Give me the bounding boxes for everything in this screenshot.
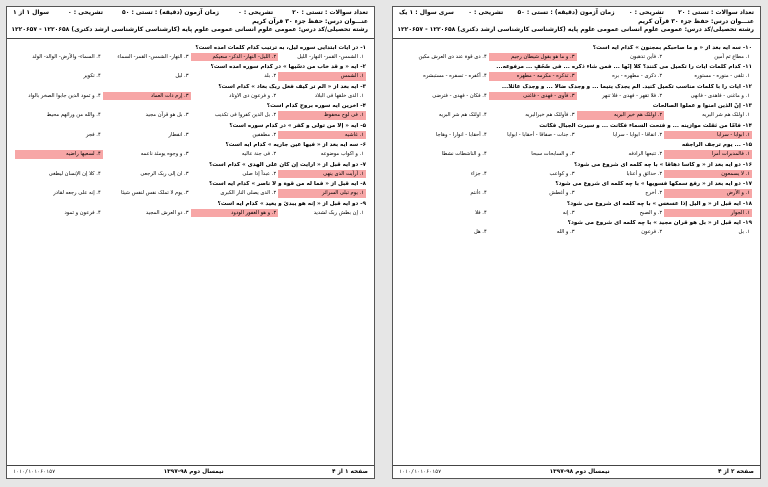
answer-option[interactable]: ۱. و اکواب موضوعه <box>320 151 364 157</box>
answer-option[interactable]: ۱. اولئک هم شر البریه <box>702 112 750 118</box>
answer-option[interactable]: ۲. فرعون <box>641 229 663 235</box>
options-row <box>401 209 752 218</box>
answer-option[interactable]: ۱. بل <box>738 229 750 235</box>
selected-answer-option[interactable]: ۱. لا یسمعون <box>664 170 752 179</box>
question-text <box>401 142 752 149</box>
question-text <box>15 84 366 91</box>
semester: نیمسال دوم ۹۸-۱۳۹۷ <box>163 469 224 475</box>
options-row <box>15 72 366 81</box>
answer-option[interactable]: ۱. و ماغنی - فاهدی - فانهی <box>690 92 750 99</box>
question-text <box>15 64 366 71</box>
question-body: - آیات را با کلمات مناسب تکمیل کنید. ألم یجدک یتیماً ... و وجدک ضالاً ... و وجدک عائلاً... <box>501 83 746 90</box>
answer-option[interactable]: ۲. بلد <box>264 73 277 79</box>
answer-option[interactable]: ۱. مطاع ثم أمین <box>714 53 750 60</box>
options-row <box>15 92 366 101</box>
semester: نیمسال دوم ۹۸-۱۳۹۷ <box>549 469 610 475</box>
answer-option[interactable]: ۴. اولئک هم شر البریه <box>438 112 487 118</box>
header-field: تشریحی : ۰ <box>468 9 504 16</box>
selected-answer-option[interactable]: ۱. الجوار <box>664 209 752 218</box>
question-body: - ... یوم ترجف الراجفه <box>681 142 746 148</box>
question-text <box>15 123 366 130</box>
exam-page-1 <box>6 6 375 479</box>
question-text <box>401 103 752 110</box>
question-text <box>401 220 752 227</box>
answer-option[interactable]: ۳. بل هو قرآن مجید <box>145 112 189 118</box>
answer-option[interactable]: ۴. ذی قوة عند ذی العرش مکین <box>418 53 487 60</box>
answer-option[interactable]: ۲. فأین تذهبون <box>630 53 663 60</box>
question-body: - دو آیه بعد از « رفع سمکها فسویها » با چه کلمه ای شروع می شود؟ <box>555 181 746 187</box>
selected-answer-option[interactable]: ۳. تذکره - مکرمه - مطهره <box>489 72 577 81</box>
question-text <box>401 201 752 208</box>
question-number: ۱۸ <box>745 200 752 207</box>
selected-answer-option[interactable]: ۱. یوم تبلی السرائر <box>278 189 366 198</box>
options-row <box>15 170 366 179</box>
answer-option[interactable]: ۱. الذی خلقها فی البلاد <box>314 92 364 99</box>
header-field: عنـــوان درس: حفظ جزء ۳۰ قرآن کریم <box>638 17 754 25</box>
options-row <box>401 170 752 179</box>
question-number: ۱۳ <box>745 103 752 109</box>
answer-option[interactable]: ۴. تکویر <box>83 73 101 79</box>
question-list <box>7 39 374 218</box>
answer-option[interactable]: ۳. إنه <box>562 209 575 216</box>
question-number: ۱۰ <box>745 44 752 51</box>
answer-option[interactable]: ۴. فجر <box>85 131 101 138</box>
answer-option[interactable]: ۲. الذی یصلی النار الکبری <box>220 190 277 196</box>
answer-option[interactable]: ۲. حدائق و أعنابا <box>626 170 663 177</box>
question-body: - فأمّا من ثقلت موازینه ... و فتحت السماء فکانت ... و سیرت الجبال فکانت <box>539 122 746 129</box>
exam-header <box>7 7 374 39</box>
header-row-r1 <box>13 9 368 18</box>
header-field: تشریحی : ۰ <box>628 9 664 16</box>
question-text <box>401 181 752 188</box>
answer-option[interactable]: ۱. إن بطش ربک لشدید <box>313 209 364 216</box>
selected-answer-option[interactable]: ۳. إرم ذات العماد <box>103 92 191 101</box>
question-number: ۶ <box>362 142 366 148</box>
question-body: - دو آیه قبل از « أرأیت إن کان علی الهدی » کدام است؟ <box>209 161 363 168</box>
question-body: - کدام کلمات آیات را تکمیل می کنند؟ کلّا إنّها ... فمن شاء ذکره ... فی صُحُفٍ ... مرفوعه... <box>496 64 746 70</box>
question-number: ۱۵ <box>745 142 752 148</box>
options-row <box>401 53 752 62</box>
question-number: ۱ <box>362 44 366 51</box>
answer-option[interactable]: ۴. فرعون و ثمود <box>64 209 101 216</box>
answer-option[interactable]: ۳. و أغطش <box>549 190 575 196</box>
question-body: - سه آیه بعد از « و ما صاحبکم بمجنون » کدام آیه است؟ <box>592 44 746 51</box>
answer-option[interactable]: ۲. و فرعون ذی الاوتاد <box>229 92 277 99</box>
page-number: صفحه ۲ از ۴ <box>718 469 754 475</box>
question-number: ۱۲ <box>745 83 752 90</box>
header-field: سوال ۱ از ۱ <box>13 9 50 16</box>
selected-answer-option[interactable]: ۳. و ما هو بقول شیطان رجیم <box>489 53 577 62</box>
question-number: ۹ <box>362 200 366 207</box>
options-row <box>15 131 366 140</box>
answer-option[interactable]: ۳. و الله <box>556 229 575 235</box>
answer-option[interactable]: ۳. ان إلی ربک الرجعی <box>140 170 189 177</box>
header-field: رشته تحصیلی/کد درس: عمومی علوم انسانی عمومی علوم پایه (کارشناسی کارشناسی ارشد دکتری) ۱۲۲۰۶۵۸ - ۱۲۲۰۶۵۷ <box>11 26 368 33</box>
answer-option[interactable]: ۴. و ثمود الذین جابوا الصخر بالواد <box>28 92 101 99</box>
exam-footer <box>7 465 374 478</box>
answer-option[interactable]: ۴. والله من ورائهم محیط <box>46 112 101 118</box>
selected-answer-option[interactable]: ۳. فآوی - فهدی - فاغنی <box>489 92 577 101</box>
answer-option[interactable]: ۳. یوم لا تملک نفس لنفس شیئا <box>120 190 189 196</box>
selected-answer-option[interactable]: ۱. أرأیت الذی ینهی <box>278 170 366 179</box>
answer-option[interactable]: ۲. أخرج <box>645 190 663 196</box>
header-field: تشریحی : ۰ <box>68 9 104 16</box>
options-row <box>15 53 366 62</box>
answer-option[interactable]: ۱. الشمس- القمر- النهار- اللیل <box>297 53 364 60</box>
options-row <box>15 150 366 159</box>
selected-answer-option[interactable]: ۱. و الأرض <box>664 189 752 198</box>
answer-option[interactable]: ۴. فکان - فهدی - فترضی <box>432 92 487 99</box>
question-body: - آیه قبل از « بل هو قرآن مجید » با چه کلمه ای شروع می شود؟ <box>567 220 746 226</box>
question-body: - إنّ الذین امنوا و عملوا الصالحات <box>652 103 746 109</box>
answer-option[interactable]: ۳. النهار- الشمس- القمر- السماء <box>117 53 189 60</box>
options-row <box>15 209 366 218</box>
question-body: - سه آیه بعد از « فیها عین جاریه » کدام آیه است؟ <box>225 142 363 148</box>
header-field: زمان آزمون (دقیقه) : تستی : ۵۰ <box>517 9 615 16</box>
answer-option[interactable]: ۲. فی جنة عالیه <box>241 151 277 157</box>
question-number: ۱۱ <box>745 64 752 70</box>
question-body: - آیه قبل از « و الیل إذا عسعس » با چه کلمه ای شروع می شود؟ <box>567 200 746 207</box>
header-field: زمان آزمون (دقیقه) : تستی : ۵۰ <box>122 9 220 16</box>
question-number: ۴ <box>362 103 366 109</box>
header-field: رشته تحصیلی/کد درس: عمومی علوم انسانی عمومی علوم پایه (کارشناسی کارشناسی ارشد دکتری) ۱۲۲۰۶۵۸ - ۱۲۲۰۶۵۷ <box>397 26 754 33</box>
question-number: ۱۴ <box>745 122 752 129</box>
selected-answer-option[interactable]: ۲. و هو الغفور الودود <box>191 209 279 218</box>
question-body: - دو آیه بعد از « و کأساً دهاقاً » با چه کلمه ای شروع می شود؟ <box>574 161 746 168</box>
options-row <box>401 228 752 237</box>
answer-option[interactable]: ۴. السماء- والأرض- الوالد- الولد <box>32 53 101 60</box>
question-text <box>401 84 752 91</box>
question-text <box>15 142 366 149</box>
question-number: ۵ <box>362 122 366 129</box>
answer-option[interactable]: ۳. و وجوه یومئذ ناعمه <box>140 151 189 157</box>
header-field: تشریحی : ۰ <box>238 9 274 16</box>
selected-answer-option[interactable]: ۴. لسعیها راضیه <box>15 150 103 159</box>
header-row-r3 <box>399 26 754 35</box>
exam-code: ۱۰۱۰/۱۰۱۰۶۰۱۵۷ <box>13 469 56 475</box>
answer-option[interactable]: ۴. هل <box>473 229 487 235</box>
answer-option[interactable]: ۴. أکفره - تسفره - مستبشره <box>423 73 487 79</box>
exam-header <box>393 7 760 39</box>
header-row-r2 <box>399 18 754 27</box>
question-text <box>15 45 366 52</box>
question-body: - آیه بعد از « ألم تر کیف فعل ربک بعاد » کدام است؟ <box>218 83 363 90</box>
question-number: ۸ <box>362 181 366 187</box>
answer-option[interactable]: ۳. جنات - صفاقا - أحقابا - ابوابا <box>507 131 575 138</box>
answer-option[interactable]: ۴. و الناشطات نشطا <box>441 151 487 157</box>
selected-answer-option[interactable]: ۱. فالمدبرات أمرا <box>664 150 752 159</box>
question-number: ۱۹ <box>745 220 752 226</box>
answer-option[interactable]: ۲. ذکری - مطهره - بره <box>612 73 663 79</box>
question-number: ۳ <box>362 83 366 90</box>
options-row <box>401 92 752 101</box>
header-row-r1 <box>399 9 754 18</box>
question-text <box>15 181 366 188</box>
header-row-r2 <box>13 18 368 27</box>
answer-option[interactable]: ۲. فلا تقهر - فهدی - فلا تنهر <box>602 92 663 99</box>
selected-answer-option[interactable]: ۱. فی لوح محفوظ <box>278 111 366 120</box>
answer-option[interactable]: ۳. فأولئک هم خیرالبریه <box>525 112 575 118</box>
options-row <box>15 111 366 120</box>
exam-code: ۱۰۱۰/۱۰۱۰۶۰۱۵۷ <box>399 469 442 475</box>
answer-option[interactable]: ۲. عبداً إذا صلی <box>242 170 277 177</box>
question-number: ۷ <box>362 161 366 168</box>
header-field: عنـــوان درس: حفظ جزء ۳۰ قرآن کریم <box>252 17 368 25</box>
page-number: صفحه ۱ از ۴ <box>332 469 368 475</box>
header-row-r3 <box>13 26 368 35</box>
header-field: تعداد سوالات : تستی : ۲۰ <box>292 9 368 16</box>
answer-option[interactable]: ۴. إنه علی رجعه لقادر <box>53 190 101 196</box>
answer-option[interactable]: ۳. و کواعب <box>549 170 575 177</box>
question-body: - آیه « و قد خاب من دسّیها » در کدام سوره آمده است؟ <box>210 64 363 70</box>
question-body: - دو آیه قبل از « إنه هو یبدئ و یعید » کدام آیه است؟ <box>217 200 363 207</box>
question-text <box>401 45 752 52</box>
question-number: ۱۷ <box>745 181 752 187</box>
selected-answer-option[interactable]: ۱. ابوابا - سرابا <box>664 131 752 140</box>
answer-option[interactable]: ۱. تلقی - منوره - مستوره <box>694 73 750 79</box>
answer-option[interactable]: ۲. تتبعها الرادفه <box>628 151 663 157</box>
selected-answer-option[interactable]: ۲. اللیل- النهار- الذکر- سعیکم <box>191 53 279 62</box>
question-text <box>15 162 366 169</box>
selected-answer-option[interactable]: ۱. غاشیه <box>278 131 366 140</box>
options-row <box>401 131 752 140</box>
options-row <box>401 150 752 159</box>
question-text <box>401 162 752 169</box>
answer-option[interactable]: ۲. انفاقا - ابوابا - سرابا <box>612 131 663 138</box>
answer-option[interactable]: ۴. فلا <box>475 209 487 216</box>
answer-option[interactable]: ۲. مطففین <box>252 131 277 138</box>
question-text <box>401 123 752 130</box>
question-list <box>393 39 760 237</box>
answer-option[interactable]: ۲. و الصبح <box>639 209 663 216</box>
answer-option[interactable]: ۴. ءأنتم <box>470 190 487 196</box>
question-number: ۱۶ <box>745 161 752 168</box>
exam-footer <box>393 465 760 478</box>
question-body: - آخرین آیه سوره بروج کدام است؟ <box>266 103 363 109</box>
options-row <box>401 111 752 120</box>
question-body: - آیه « إلا من تولی و کفر » در کدام سوره است؟ <box>229 122 363 129</box>
answer-option[interactable]: ۲. بل الذین کفروا فی تکذیب <box>214 112 277 118</box>
selected-answer-option[interactable]: ۱. الشمس <box>278 72 366 81</box>
question-number: ۲ <box>362 64 366 70</box>
answer-option[interactable]: ۳. انفطار <box>168 131 189 138</box>
answer-option[interactable]: ۴. کلا إن الإنسان لیطغی <box>48 170 101 177</box>
options-row <box>401 189 752 198</box>
question-body: - آیه قبل از « فما له من قوة و لا ناصر » کدام آیه است؟ <box>209 181 363 187</box>
answer-option[interactable]: ۴. جزاء <box>470 170 487 177</box>
answer-option[interactable]: ۳. ذو العرش المجید <box>145 209 189 216</box>
answer-option[interactable]: ۴. أحقابا - انوارا - وهاجا <box>435 131 487 138</box>
header-field: سری سوال : ۱ یک <box>399 9 454 16</box>
selected-answer-option[interactable]: ۲. اولئک هم خیر البریه <box>577 111 665 120</box>
answer-option[interactable]: ۳. لیل <box>175 73 189 79</box>
question-text <box>15 103 366 110</box>
exam-page-2 <box>392 6 761 479</box>
question-body: - در آیات ابتدایی سوره لیل، به ترتیب کدام کلمات آمده است؟ <box>195 44 363 51</box>
options-row <box>15 189 366 198</box>
question-text <box>401 64 752 71</box>
answer-option[interactable]: ۳. و السابحات سبحا <box>531 151 575 157</box>
header-field: تعداد سوالات : تستی : ۲۰ <box>678 9 754 16</box>
options-row <box>401 72 752 81</box>
question-text <box>15 201 366 208</box>
